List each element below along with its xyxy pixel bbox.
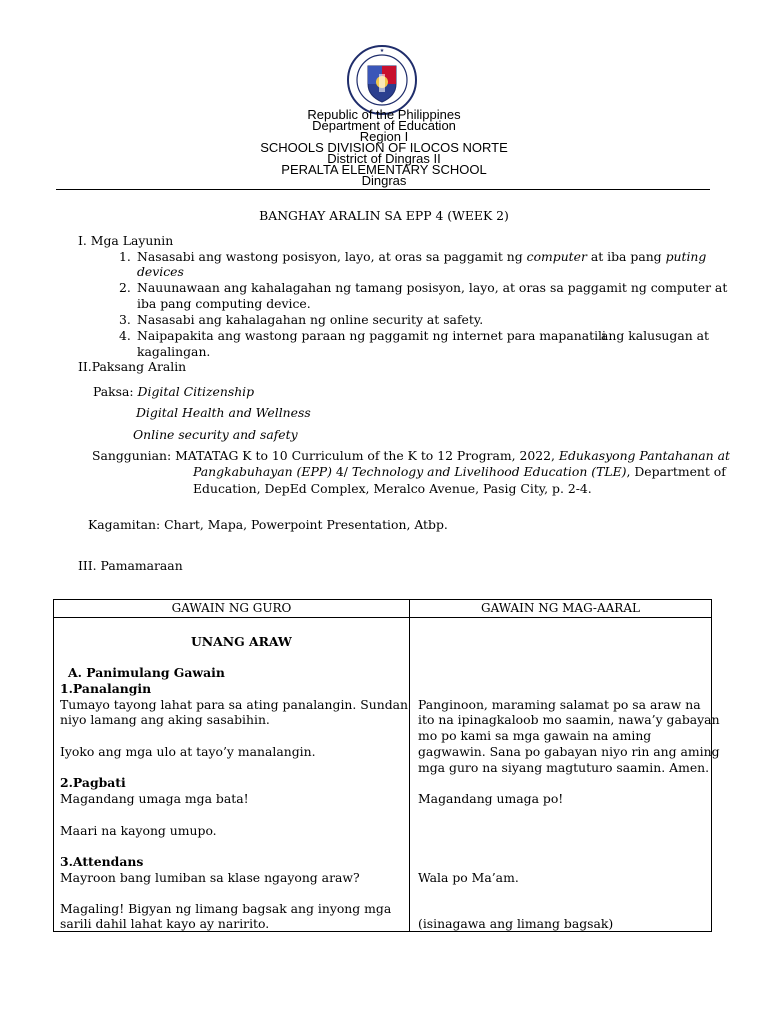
pamamaraan-heading: III. Pamamaraan [78,558,183,573]
header-region: Region I [359,129,409,144]
table-row [54,618,712,932]
panimulang-gawain-heading: A. Panimulang Gawain [68,665,225,680]
col-header-mag-aaral: GAWAIN NG MAG-AARAL [410,600,712,618]
header-division: SCHOOLS DIVISION OF ILOCOS NORTE [260,140,508,155]
header-deped: Department of Education [312,118,456,133]
sanggunian-text-2: , Department of [626,464,726,479]
objective-3-line1: Nasasabi ang kahalagahan ng online security at safety. [137,312,484,327]
paksa-line1 [93,384,254,399]
panalangin-text-1: Tumayo tayong lahat para sa ating panalangin. Sundan [60,697,409,712]
header-divider [56,189,710,190]
objective-1-text: Nasasabi ang wastong posisyon, layo, at oras sa paggamit ng [137,249,527,264]
objective-num-3: 3. [119,312,131,327]
dasal-text-4: gagwawin. Sana po gabayan niyo rin ang aming [418,744,720,759]
pagbati-text-1: Magandang umaga mga bata! [60,791,249,806]
dasal-text-5: mga guro na siyang magtuturo saamin. Amen. [418,760,710,775]
objectives-heading: I. Mga Layunin [78,233,174,248]
attendans-text-2: Magaling! Bigyan ng limang bagsak ang inyong mga [60,901,392,916]
header-town: Dingras [361,173,407,188]
col-header-guro: GAWAIN NG GURO [54,600,410,618]
mag-aaral-cell [410,618,720,932]
sagot-bagsak: (isinagawa ang limang bagsak) [418,916,614,931]
objective-num-2: 2. [119,280,131,295]
attendans-text-1: Mayroon bang lumiban sa klase ngayong araw? [60,870,360,885]
paksa-digital-health: Digital Health and Wellness [136,405,311,420]
unang-araw-heading: UNANG ARAW [191,634,292,649]
paksa-online-security: Online security and safety [133,427,298,442]
panalangin-text-2: niyo lamang ang aking sasabihin. [60,712,270,727]
paksa-digital-citizenship: Digital Citizenship [137,384,255,399]
header-republic: Republic of the Philippines [307,107,461,122]
objective-4-line2: kagalingan. [137,344,211,359]
table-header-row [54,600,712,618]
objective-1-puting: puting [665,249,707,264]
pagbati-heading: 2.Pagbati [60,775,126,790]
sanggunian-tle: Technology and Livelihood Education (TLE) [351,464,627,479]
guro-cell [54,618,410,932]
sanggunian-line3: Education, DepEd Complex, Meralco Avenue, Pasig City, p. 2-4. [193,481,592,496]
objective-2-line2: iba pang computing device. [137,296,311,311]
sanggunian-epp-title-2: Pangkabuhayan (EPP) [193,464,332,479]
sanggunian-grade: 4/ [331,464,352,479]
dasal-text-1: Panginoon, maraming salamat po sa araw na [418,697,701,712]
attendans-heading: 3.Attendans [60,854,144,869]
sanggunian-line1 [92,448,730,463]
objective-1-line1 [137,249,706,264]
kagamitan: Kagamitan: Chart, Mapa, Powerpoint Presentation, Atbp. [88,517,448,532]
objective-1-computer: computer [526,249,587,264]
deped-seal [346,44,418,116]
header-district: District of Dingras II [327,151,441,166]
objective-4-line1b: ang kalusugan at [601,328,710,343]
objective-1-text-b: at iba pang [586,249,666,264]
dasal-text-2: ito na ipinagkaloob mo saamin, nawa’y gabayan [418,712,720,727]
sanggunian-epp-title-1: Edukasyong Pantahanan at [558,448,730,463]
header-school: PERALTA ELEMENTARY SCHOOL [281,162,487,177]
dasal-text-3: mo po kami sa mga gawain na aming [418,728,652,743]
objective-4-line1a: Naipapakita ang wastong paraan ng paggamit ng internet para mapanatili [137,328,606,343]
paksang-aralin-heading: II.Paksang Aralin [78,359,187,374]
svg-text:★: ★ [379,48,385,54]
sanggunian-line2 [193,464,726,479]
panalangin-text-3: Iyoko ang mga ulo at tayo’y manalangin. [60,744,316,759]
objective-2-line1: Nauunawaan ang kahalagahan ng tamang posisyon, layo, at oras sa paggamit ng computer at [137,280,728,295]
pagbati-text-2: Maari na kayong umupo. [60,823,217,838]
objective-num-1: 1. [119,249,131,264]
panalangin-heading: 1.Panalangin [60,681,152,696]
page-title: BANGHAY ARALIN SA EPP 4 (WEEK 2) [259,208,509,223]
sagot-attendans: Wala po Ma’am. [418,870,519,885]
attendans-text-3: sarili dahil lahat kayo ay naririto. [60,916,270,931]
paksa-label: Paksa: [93,384,138,399]
objective-num-4: 4. [119,328,131,343]
sanggunian-label: Sanggunian: [92,448,176,463]
sagot-pagbati: Magandang umaga po! [418,791,564,806]
objective-1-line2: devices [137,264,184,279]
sanggunian-text-1: MATATAG K to 10 Curriculum of the K to 12 Program, 2022, [175,448,559,463]
pamamaraan-table [53,599,720,932]
